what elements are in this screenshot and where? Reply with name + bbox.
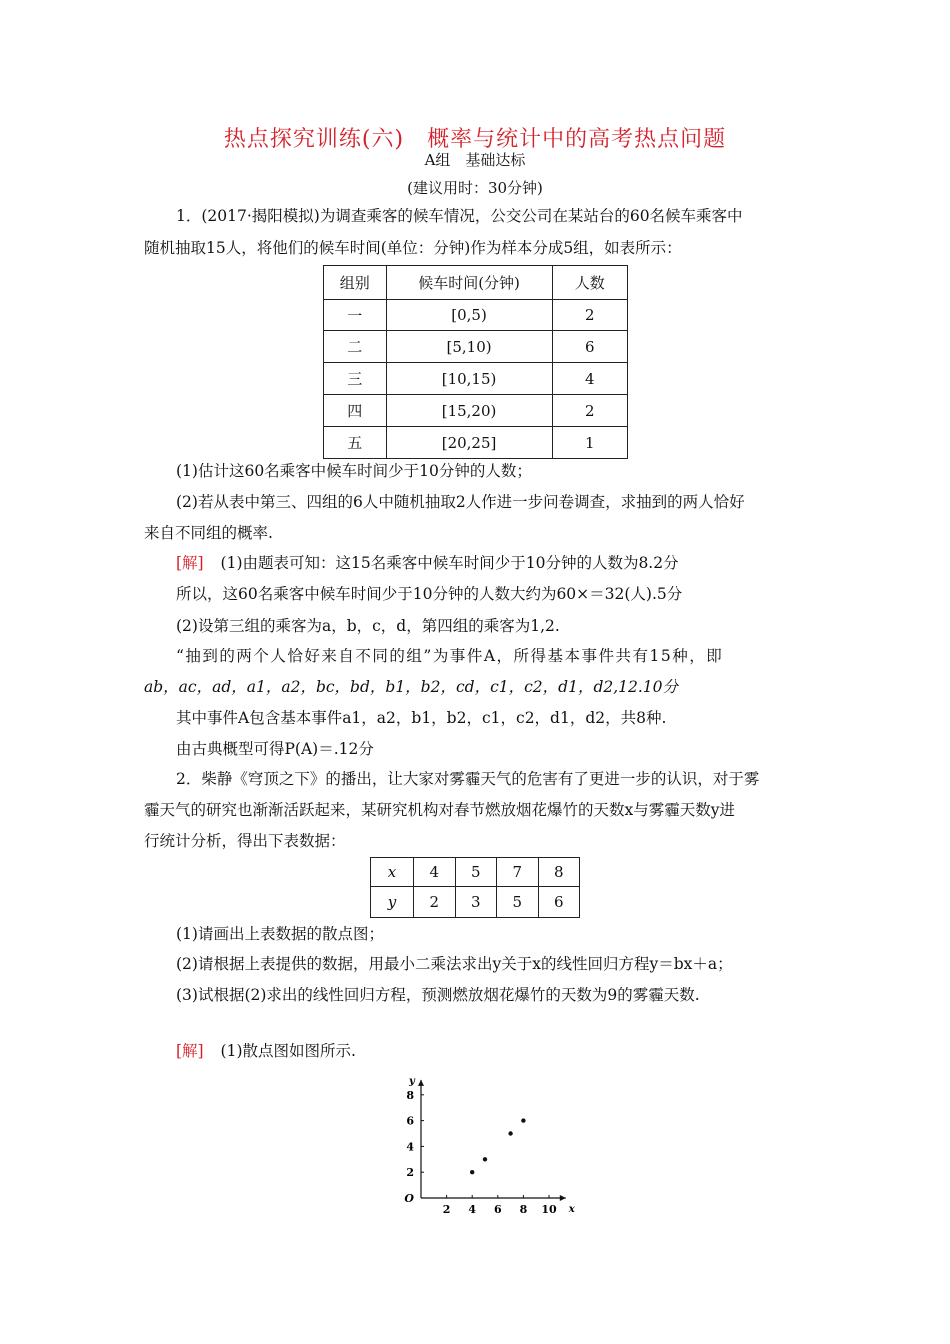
page-title: 热点探究训练(六) 概率与统计中的高考热点问题 xyxy=(223,127,727,152)
q1-part2b: 来自不同组的概率. xyxy=(144,524,273,542)
table-cell: [10,15) xyxy=(386,363,552,395)
q1-table xyxy=(323,265,628,459)
time-hint: (建议用时：30分钟) xyxy=(407,179,543,197)
table-cell: 三 xyxy=(324,363,387,395)
table-row xyxy=(324,331,628,363)
y-tick-label: 2 xyxy=(406,1166,414,1180)
table-cell: 二 xyxy=(324,331,387,363)
table-cell: 一 xyxy=(324,300,387,331)
q1-part2a: (2)若从表中第三、四组的6人中随机抽取2人作进一步问卷调查，求抽到的两人恰好 xyxy=(176,493,745,511)
table-cell: 五 xyxy=(324,427,387,459)
table-cell: [0,5) xyxy=(386,300,552,331)
table-row xyxy=(371,887,580,918)
q2-part3: (3)试根据(2)求出的线性回归方程，预测燃放烟花爆竹的天数为9的雾霾天数. xyxy=(176,986,700,1004)
table-cell: 6 xyxy=(538,887,580,918)
table-header-row xyxy=(324,266,628,300)
scatter-point xyxy=(508,1131,512,1135)
q2-line3: 行统计分析，得出下表数据： xyxy=(144,832,346,850)
table-cell: [5,10) xyxy=(386,331,552,363)
q1-solution-line6: 其中事件A包含基本事件a1，a2，b1，b2，c1，c2，d1，d2，共8种. xyxy=(176,709,667,727)
q2-part1: (1)请画出上表数据的散点图； xyxy=(176,925,384,943)
y-axis-arrow xyxy=(418,1080,424,1086)
solution-tag: [解] xyxy=(176,1042,204,1060)
q1-solution-line1 xyxy=(176,553,679,573)
table-cell: 5 xyxy=(455,858,497,887)
table-header: 组别 xyxy=(324,266,387,300)
table-row-label: y xyxy=(371,887,414,918)
x-axis-arrow xyxy=(560,1195,566,1201)
table-cell: 2 xyxy=(414,887,456,918)
table-row xyxy=(324,395,628,427)
table-cell: 8 xyxy=(538,858,580,887)
x-tick-label: 8 xyxy=(519,1203,528,1216)
table-row xyxy=(371,858,580,887)
table-cell: 5 xyxy=(497,887,539,918)
table-cell: 1 xyxy=(552,427,627,459)
q1-solution-line3: (2)设第三组的乘客为a，b，c，d，第四组的乘客为1,2. xyxy=(176,617,560,635)
q1-solution-line7: 由古典概型可得P(A)＝.12分 xyxy=(176,740,374,758)
x-tick-label: 4 xyxy=(468,1203,477,1216)
table-cell: 4 xyxy=(414,858,456,887)
q1-part1: (1)估计这60名乘客中候车时间少于10分钟的人数； xyxy=(176,462,532,480)
q2-table xyxy=(370,857,580,918)
x-tick-label: 2 xyxy=(442,1203,451,1216)
table-cell: 2 xyxy=(552,395,627,427)
x-tick-label: 6 xyxy=(493,1203,502,1216)
group-label: A组 基础达标 xyxy=(424,151,526,169)
q1-solution-line4: “抽到的两个人恰好来自不同的组”为事件A，所得基本事件共有15种，即 xyxy=(176,647,724,665)
table-cell: 6 xyxy=(552,331,627,363)
table-row xyxy=(324,427,628,459)
solution-tag: [解] xyxy=(176,554,204,572)
q2-line1: 2．柴静《穹顶之下》的播出，让大家对雾霾天气的危害有了更进一步的认识，对于雾 xyxy=(176,770,760,788)
table-header: 候车时间(分钟) xyxy=(386,266,552,300)
q2-line2: 霾天气的研究也渐渐活跃起来，某研究机构对春节燃放烟花爆竹的天数x与雾霾天数y进 xyxy=(144,801,736,819)
y-tick-label: 8 xyxy=(406,1088,414,1102)
table-cell: 4 xyxy=(552,363,627,395)
table-header: 人数 xyxy=(552,266,627,300)
table-cell: 3 xyxy=(455,887,497,918)
table-cell: [15,20) xyxy=(386,395,552,427)
table-row-label: x xyxy=(371,858,414,887)
table-row xyxy=(324,363,628,395)
table-cell: 7 xyxy=(497,858,539,887)
q2-solution-line1 xyxy=(176,1041,356,1061)
x-tick-label: 10 xyxy=(541,1203,557,1216)
q2-part2: (2)请根据上表提供的数据，用最小二乘法求出y关于x的线性回归方程y＝bx＋a； xyxy=(176,955,733,973)
y-axis-label: y xyxy=(409,1075,415,1087)
x-axis-label: x xyxy=(568,1204,575,1215)
q1-solution-line5: ab，ac，ad，a1，a2，bc，bd，b1，b2，cd，c1，c2，d1，d2,12.10分 xyxy=(144,678,679,696)
y-tick-label: 4 xyxy=(406,1140,414,1154)
scatter-point xyxy=(470,1170,474,1174)
table-cell: [20,25] xyxy=(386,427,552,459)
origin-label: O xyxy=(404,1192,414,1205)
q1-line2: 随机抽取15人，将他们的候车时间(单位：分钟)作为样本分成5组，如表所示： xyxy=(144,239,682,257)
q1-line1: 1．(2017·揭阳模拟)为调查乘客的候车情况，公交公司在某站台的60名候车乘客中 xyxy=(176,207,743,225)
solution-text: (1)散点图如图所示. xyxy=(220,1042,356,1060)
scatter-plot xyxy=(395,1068,580,1218)
table-cell: 2 xyxy=(552,300,627,331)
table-cell: 四 xyxy=(324,395,387,427)
solution-text: (1)由题表可知：这15名乘客中候车时间少于10分钟的人数为8.2分 xyxy=(220,554,679,572)
q1-solution-line2: 所以，这60名乘客中候车时间少于10分钟的人数大约为60×＝32(人).5分 xyxy=(176,585,683,603)
table-row xyxy=(324,300,628,331)
y-tick-label: 6 xyxy=(406,1114,414,1128)
scatter-point xyxy=(521,1118,525,1122)
scatter-point xyxy=(483,1157,487,1161)
